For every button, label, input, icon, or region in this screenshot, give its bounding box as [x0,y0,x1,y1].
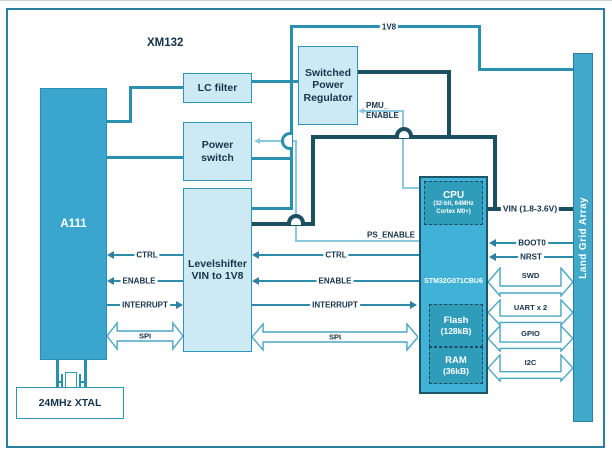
signal-label-ctrl-mid: CTRL [325,250,347,260]
block-ram [429,347,483,384]
interrupt-left-arrowhead [176,301,183,309]
wire-vin-up [493,135,497,211]
wire-lcfilter-to-a111 [107,120,131,123]
enable-left-arrowhead [107,277,114,285]
stm32-label: STM32G071CBU6 [424,278,483,285]
net-label-1v8: 1V8 [381,22,397,32]
interrupt-mid-arrowhead [410,301,417,309]
block-xtal [16,387,124,419]
spi-arrow-left [107,321,183,351]
wire-ps-enable-h2 [295,240,419,242]
i2c-arrow [488,354,573,382]
net-label-vin: VIN (1.8-3.6V) [502,203,558,214]
wire-hop-rail-over-ps [281,132,292,150]
spi-mid-label: SPI [328,332,342,342]
block-power-switch [183,122,252,181]
signal-label-enable-mid: ENABLE [318,276,352,286]
block-lc-filter [183,73,252,103]
wire-powerswitch-rail [252,157,292,160]
signal-label-boot0: BOOT0 [518,238,546,248]
wire-pmu-enable-h2 [402,187,419,189]
xtal-wire-right [84,360,87,388]
block-a111 [40,88,107,360]
gpio-arrow [488,325,573,352]
net-label-ps-enable: PS_ENABLE [366,230,416,240]
signal-label-nrst: NRST [520,252,542,262]
enable-mid-arrowhead [252,277,259,285]
regulator-label-2: Power [312,79,344,92]
levelshifter-label-1: Levelshifter [188,257,247,270]
flash-label-2: (128kB) [440,326,472,336]
wire-lcfilter-out-v [129,86,132,123]
power-switch-label-1: Power [201,139,234,151]
wire-hop-vin-over-ps [287,214,305,225]
wire-1v8-rail [290,25,293,210]
lc-filter-label: LC filter [197,81,238,94]
pmu-label-line2: ENABLE [366,110,399,120]
lga-label: Land Grid Array [577,196,589,279]
block-switched-power-regulator [298,46,358,125]
top-hairline [0,0,612,1]
block-levelshifter [183,188,252,352]
wire-lcfilter-out-h [130,86,183,89]
wire-vin-regulator-v [447,70,451,139]
regulator-label-3: Regulator [303,91,353,104]
wire-rail-levelshifter [252,207,292,210]
signal-label-enable-left: ENABLE [122,276,156,286]
wire-pmu-enable-v [402,110,404,188]
block-flash [429,304,483,347]
xtal-label: 24MHz XTAL [38,397,102,409]
block-land-grid-array [573,53,593,422]
cpu-title: CPU [442,190,465,201]
flash-label-1: Flash [443,315,469,326]
power-switch-label-2: switch [201,151,234,164]
spi-left-label: SPI [138,331,152,341]
regulator-label-1: Switched [304,66,352,79]
ctrl-mid-arrowhead [252,251,259,259]
signal-label-interrupt-left: INTERRUPT [122,300,168,310]
i2c-label: I2C [524,358,537,367]
block-cpu [424,181,483,225]
ram-label-2: (36kB) [443,366,469,376]
net-label-pmu-enable [366,101,399,120]
swd-arrow [488,267,573,297]
pmu-enable-arrowhead [358,108,364,114]
wire-vin-down [311,135,315,226]
spi-arrow-mid [252,322,418,352]
cpu-subtitle-2: Cortex M0+) [436,208,471,215]
wire-1v8-drop [478,25,481,71]
swd-label: SWD [521,271,540,280]
pmu-label-line1: PMU_ [366,101,389,110]
wire-vin-regulator-h [358,70,450,74]
wire-lcfilter-regulator [252,80,298,83]
a111-label: A111 [60,218,87,230]
boot0-arrowhead [489,239,496,247]
wire-hop-vin-over-pmu [395,127,413,138]
diagram-title: XM132 [147,37,184,49]
ram-label-1: RAM [445,355,467,366]
nrst-arrowhead [489,253,496,261]
ctrl-left-arrowhead [107,251,114,259]
ps-enable-arrowhead [254,138,260,144]
uart-arrow [488,299,573,326]
uart-label: UART x 2 [513,303,548,312]
gpio-label: GPIO [521,329,540,338]
signal-label-interrupt-mid: INTERRUPT [312,300,358,310]
wire-1v8-to-lga [478,68,573,71]
xtal-wire-left [56,360,59,388]
wire-a111-powerswitch [107,156,183,159]
levelshifter-label-2: VIN to 1V8 [191,270,244,282]
signal-label-ctrl-left: CTRL [136,250,158,260]
cpu-subtitle-1: (32-bit, 64MHz [433,201,474,207]
